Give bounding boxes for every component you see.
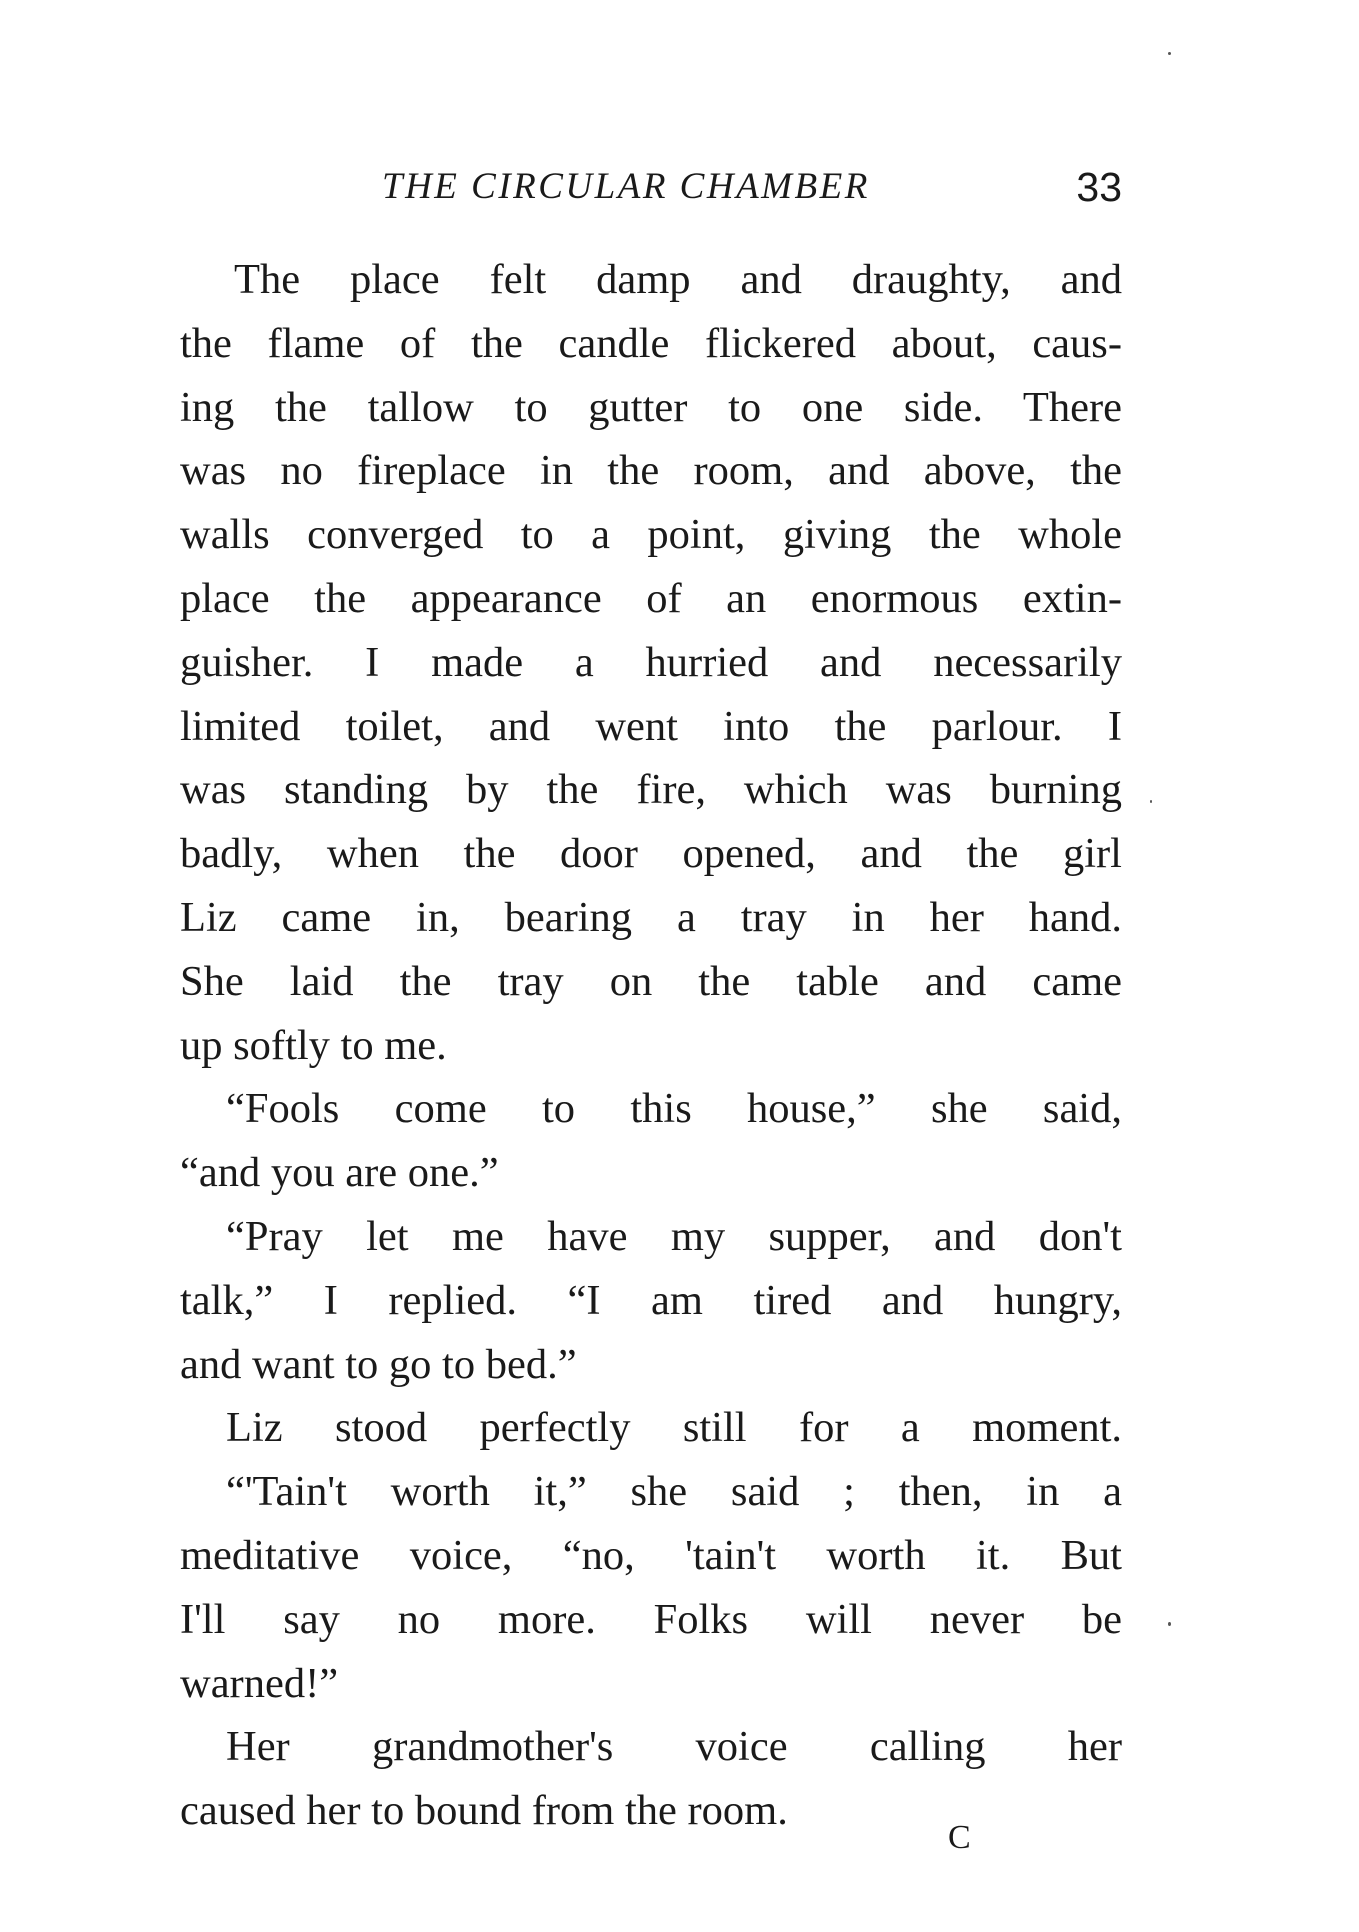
text-line: Liz stood perfectly still for a moment. bbox=[226, 1404, 1122, 1452]
text-line: ing the tallow to gutter to one side. There bbox=[180, 383, 1122, 431]
text-line: was standing by the fire, which was burning bbox=[180, 766, 1122, 814]
scan-speck bbox=[1150, 800, 1152, 803]
page-header bbox=[180, 162, 1122, 212]
text-line: The place felt damp and draughty, and bbox=[234, 256, 1122, 303]
text-line: badly, when the door opened, and the girl bbox=[180, 830, 1122, 878]
text-line: meditative voice, “no, 'tain't worth it. But bbox=[180, 1531, 1122, 1579]
text-line: walls converged to a point, giving the whole bbox=[180, 511, 1122, 559]
text-line: “and you are one.” bbox=[180, 1149, 499, 1197]
text-line: guisher. I made a hurried and necessarily bbox=[180, 638, 1122, 686]
running-title: THE CIRCULAR CHAMBER bbox=[382, 166, 870, 207]
text-line: talk,” I replied. “I am tired and hungry, bbox=[180, 1276, 1122, 1324]
text-line: was no fireplace in the room, and above, the bbox=[180, 447, 1122, 495]
scan-speck bbox=[1168, 52, 1171, 55]
scan-speck bbox=[1168, 1622, 1171, 1626]
text-line: She laid the tray on the table and came bbox=[180, 957, 1122, 1005]
text-line: warned!” bbox=[180, 1659, 339, 1707]
text-line: “'Tain't worth it,” she said ; then, in a bbox=[226, 1468, 1122, 1516]
text-line: Her grandmother's voice calling her bbox=[226, 1723, 1122, 1771]
page-number: 33 bbox=[1076, 164, 1122, 210]
text-line: “Fools come to this house,” she said, bbox=[226, 1085, 1122, 1133]
text-line: “Pray let me have my supper, and don't bbox=[226, 1212, 1122, 1260]
text-line: place the appearance of an enormous extin- bbox=[180, 574, 1122, 622]
text-line: the flame of the candle flickered about, caus- bbox=[180, 319, 1122, 367]
signature-mark: C bbox=[948, 1819, 971, 1856]
text-line: up softly to me. bbox=[180, 1021, 447, 1069]
text-line: I'll say no more. Folks will never be bbox=[180, 1595, 1122, 1643]
text-line: Liz came in, bearing a tray in her hand. bbox=[180, 893, 1122, 941]
text-line: and want to go to bed.” bbox=[180, 1340, 577, 1388]
text-line: caused her to bound from the room. bbox=[180, 1787, 788, 1835]
text-line: limited toilet, and went into the parlour. I bbox=[180, 702, 1122, 750]
body-text bbox=[180, 248, 1122, 1843]
